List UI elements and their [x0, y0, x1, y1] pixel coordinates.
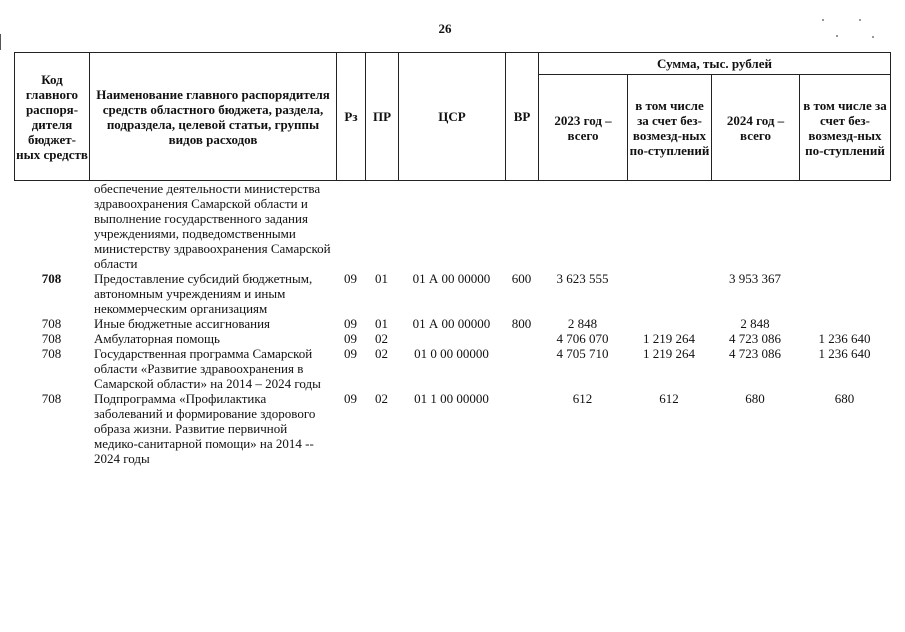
cell-y2023-free: [627, 271, 711, 316]
cell-name: Предоставление субсидий бюджетным, автономным учреждениям и иным некоммерческим организациям: [94, 271, 313, 316]
cell-csr: 01 А 00 00000: [412, 271, 491, 286]
cell-csr: 01 А 00 00000: [412, 316, 491, 331]
table-row: [14, 316, 890, 331]
cell-y2023: 2 848: [567, 316, 598, 331]
cell-y2023-free: 1 219 264: [643, 331, 695, 346]
cell-rz: 09: [344, 271, 357, 286]
scan-edge-line: [0, 34, 1, 50]
cell-y2024: 680: [745, 391, 765, 406]
cell-code: 708: [41, 271, 62, 286]
budget-table-body: [14, 181, 890, 466]
budget-table-header: [14, 52, 891, 181]
cell-y2023: 3 623 555: [556, 271, 609, 286]
scan-speck: [836, 35, 838, 37]
cell-vr: [505, 391, 538, 466]
cell-pr: 02: [375, 331, 388, 346]
cell-y2024-free: 680: [834, 391, 855, 406]
cell-code: 708: [41, 391, 62, 406]
header-2023-free: в том числе за счет без-возмезд-ных по-ступлений: [628, 75, 712, 181]
header-2024-total: 2024 год – всего: [712, 75, 800, 181]
cell-pr: 02: [375, 346, 388, 361]
header-vr: ВР: [506, 53, 539, 181]
cell-y2024: [711, 181, 799, 271]
table-row: [14, 181, 890, 271]
table-row: [14, 346, 890, 391]
cell-y2024: 2 848: [740, 316, 770, 331]
cell-csr: 01 0 00 00000: [414, 346, 489, 361]
scan-speck: [859, 19, 861, 21]
header-csr: ЦСР: [399, 53, 506, 181]
cell-vr: 800: [511, 316, 532, 331]
cell-y2023-free: 1 219 264: [643, 346, 695, 361]
cell-y2023: 4 705 710: [556, 346, 609, 361]
cell-code: 708: [41, 346, 62, 361]
cell-name: Иные бюджетные ассигнования: [94, 316, 271, 331]
cell-name: Подпрограмма «Профилактика заболеваний и формирование здорового образа жизни. Развитие первичной медико-санитарной помощи» на 2014 -- 2024 годы: [94, 391, 316, 466]
header-2024-free: в том числе за счет без-возмезд-ных по-ступлений: [800, 75, 891, 181]
cell-y2024: 3 953 367: [729, 271, 781, 286]
cell-pr: 01: [375, 316, 388, 331]
cell-y2024-free: [799, 316, 890, 331]
cell-y2024-free: [799, 271, 890, 316]
header-pr: ПР: [366, 53, 399, 181]
header-name: Наименование главного распорядителя средств областного бюджета, раздела, подраздела, целевой статьи, группы видов расходов: [90, 53, 337, 181]
cell-vr: [505, 331, 538, 346]
cell-code: [14, 181, 89, 271]
cell-name: Государственная программа Самарской области «Развитие здравоохранения в Самарской области» на 2014 – 2024 годы: [94, 346, 321, 391]
scan-speck: [872, 36, 874, 38]
cell-rz: 09: [344, 316, 357, 331]
cell-y2024-free: [799, 181, 890, 271]
cell-code: 708: [41, 316, 62, 331]
cell-csr: [398, 181, 505, 271]
cell-vr: [505, 181, 538, 271]
cell-vr: [505, 346, 538, 391]
header-sum: Сумма, тыс. рублей: [539, 53, 891, 75]
header-code: Код главного распоря-дителя бюджет-ных средств: [15, 53, 90, 181]
cell-code: 708: [41, 331, 62, 346]
cell-y2024-free: 1 236 640: [818, 331, 871, 346]
cell-y2023: 4 706 070: [556, 331, 609, 346]
cell-name: обеспечение деятельности министерства здравоохранения Самарской области и выполнение государственного задания учреждениями, подведомственными министерству здравоохранения Самарской области: [94, 181, 331, 271]
cell-pr: 02: [375, 391, 388, 406]
table-row: [14, 331, 890, 346]
table-row: [14, 271, 890, 316]
cell-rz: [336, 181, 365, 271]
cell-csr: [398, 331, 505, 346]
cell-vr: 600: [511, 271, 532, 286]
cell-y2023-free: [627, 181, 711, 271]
scan-speck: [822, 19, 824, 21]
cell-rz: 09: [344, 331, 357, 346]
cell-y2023: 612: [572, 391, 593, 406]
cell-y2024-free: 1 236 640: [818, 346, 871, 361]
header-rz: Рз: [337, 53, 366, 181]
table-row: [14, 391, 890, 466]
cell-y2023-free: 612: [659, 391, 679, 406]
header-2023-total: 2023 год – всего: [539, 75, 628, 181]
cell-y2023-free: [627, 316, 711, 331]
cell-pr: [365, 181, 398, 271]
cell-y2024: 4 723 086: [729, 331, 781, 346]
page-number: 26: [438, 21, 452, 36]
cell-rz: 09: [344, 391, 357, 406]
cell-y2024: 4 723 086: [729, 346, 781, 361]
cell-csr: 01 1 00 00000: [414, 391, 489, 406]
cell-rz: 09: [344, 346, 357, 361]
cell-pr: 01: [375, 271, 388, 286]
cell-name: Амбулаторная помощь: [94, 331, 220, 346]
cell-y2023: [538, 181, 627, 271]
